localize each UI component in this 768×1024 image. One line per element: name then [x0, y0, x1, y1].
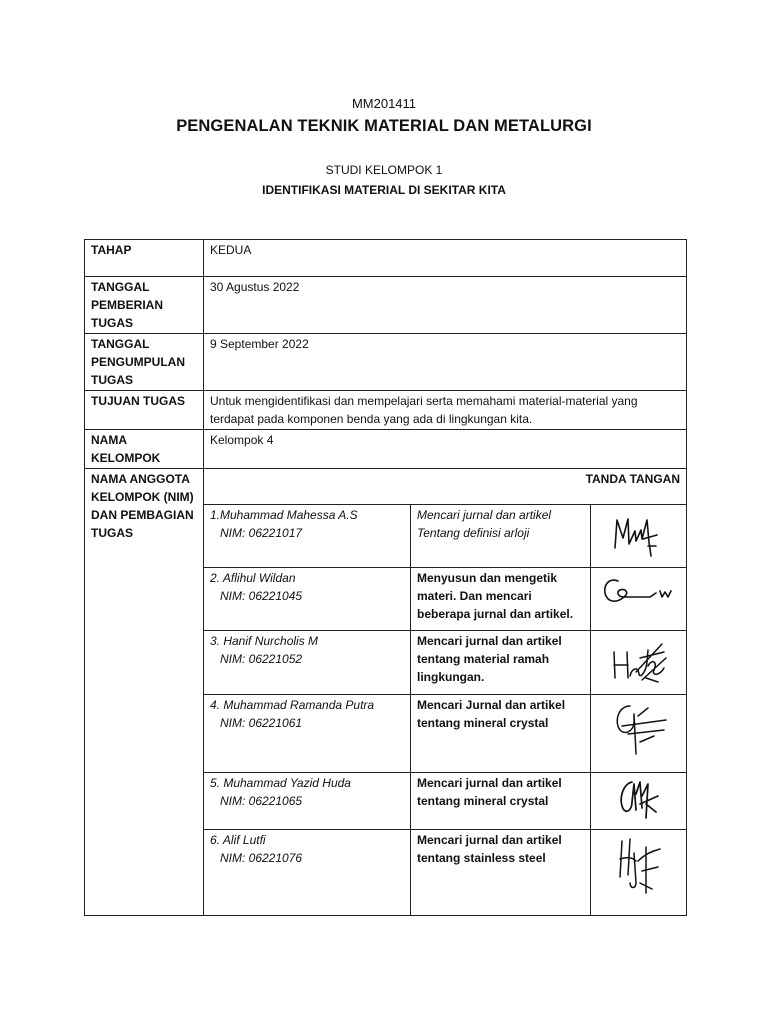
tanggal-pengumpulan-label — [85, 334, 204, 391]
task-line: Mencari jurnal dan artikel — [417, 634, 562, 648]
label-line: NAMA ANGGOTA — [91, 472, 190, 486]
member-nim: NIM: 06221017 — [220, 526, 303, 540]
signature-cell — [591, 505, 687, 568]
page-title: PENGENALAN TEKNIK MATERIAL DAN METALURGI — [176, 117, 592, 135]
task-line: Tentang definisi arloji — [417, 526, 530, 540]
tahap-value: KEDUA — [204, 240, 687, 277]
member-nim: NIM: 06221061 — [220, 716, 303, 730]
subtitle: STUDI KELOMPOK 1 — [325, 163, 443, 177]
row-tahap — [85, 240, 687, 277]
row-tanggal-pengumpulan — [85, 334, 687, 391]
tanggal-pemberian-value: 30 Agustus 2022 — [204, 277, 687, 334]
label-line: PENGUMPULAN — [91, 355, 186, 369]
task-line: tentang stainless steel — [417, 851, 546, 865]
task-line: beberapa jurnal dan artikel. — [417, 607, 574, 621]
member-identity — [204, 568, 411, 631]
member-identity — [204, 505, 411, 568]
member-task — [411, 695, 591, 773]
label-line: NAMA — [91, 433, 127, 447]
signature-cell — [591, 568, 687, 631]
signature-image — [606, 632, 672, 688]
signature-cell — [591, 830, 687, 916]
signature-cell — [591, 773, 687, 830]
signature-image — [610, 774, 668, 824]
member-name: 2. Aflihul Wildan — [210, 571, 296, 585]
task-line: Mencari jurnal dan artikel — [417, 508, 552, 522]
signature-image — [604, 696, 674, 760]
label-line: TANGGAL — [91, 337, 150, 351]
row-tanggal-pemberian — [85, 277, 687, 334]
text-line: terdapat pada komponen benda yang ada di lingkungan kita. — [210, 412, 533, 426]
tanggal-pemberian-label — [85, 277, 204, 334]
course-code: MM201411 — [351, 96, 417, 111]
member-name: 6. Alif Lutfi — [210, 833, 266, 847]
member-identity — [204, 830, 411, 916]
label-line: KELOMPOK — [91, 451, 161, 465]
task-line: Menyusun dan mengetik — [417, 571, 558, 585]
row-tanda-tangan-header — [85, 469, 687, 505]
member-nim: NIM: 06221045 — [220, 589, 303, 603]
tujuan-tugas-label: TUJUAN TUGAS — [85, 391, 204, 430]
member-task — [411, 505, 591, 568]
tanggal-pengumpulan-value: 9 September 2022 — [204, 334, 687, 391]
member-task — [411, 830, 591, 916]
signature-cell — [591, 695, 687, 773]
tanda-tangan-heading: TANDA TANGAN — [204, 469, 687, 505]
member-name: 3. Hanif Nurcholis M — [210, 634, 319, 648]
label-line: TANGGAL — [91, 280, 150, 294]
member-name: 1.Muhammad Mahessa A.S — [210, 508, 358, 522]
assignment-form-table — [84, 239, 687, 916]
task-line: lingkungan. — [417, 670, 485, 684]
member-task — [411, 773, 591, 830]
label-line: TUGAS — [91, 373, 133, 387]
nama-kelompok-value: Kelompok 4 — [204, 430, 687, 469]
nama-kelompok-label — [85, 430, 204, 469]
task-line: tentang mineral crystal — [417, 794, 549, 808]
signature-cell — [591, 631, 687, 695]
topic-heading: IDENTIFIKASI MATERIAL DI SEKITAR KITA — [262, 183, 506, 197]
tujuan-tugas-value — [204, 391, 687, 430]
signature-image — [609, 506, 669, 560]
member-nim: NIM: 06221052 — [220, 652, 303, 666]
member-identity — [204, 773, 411, 830]
signature-image — [598, 569, 680, 609]
label-line: TUGAS — [91, 526, 133, 540]
task-line: Mencari jurnal dan artikel — [417, 776, 562, 790]
tahap-label: TAHAP — [85, 240, 204, 277]
member-name: 5. Muhammad Yazid Huda — [210, 776, 351, 790]
task-line: Mencari jurnal dan artikel — [417, 833, 562, 847]
anggota-label — [85, 469, 204, 916]
member-identity — [204, 695, 411, 773]
row-nama-kelompok — [85, 430, 687, 469]
signature-image — [606, 831, 672, 903]
task-line: tentang mineral crystal — [417, 716, 549, 730]
member-identity — [204, 631, 411, 695]
task-line: tentang material ramah — [417, 652, 550, 666]
member-nim: NIM: 06221076 — [220, 851, 303, 865]
member-task — [411, 631, 591, 695]
label-line: KELOMPOK (NIM) — [91, 490, 194, 504]
row-tujuan-tugas — [85, 391, 687, 430]
label-line: PEMBERIAN — [91, 298, 164, 312]
member-task — [411, 568, 591, 631]
text-line: Untuk mengidentifikasi dan mempelajari serta memahami material-material yang — [210, 394, 638, 408]
task-line: Mencari Jurnal dan artikel — [417, 698, 566, 712]
label-line: TUGAS — [91, 316, 133, 330]
task-line: materi. Dan mencari — [417, 589, 532, 603]
member-nim: NIM: 06221065 — [220, 794, 303, 808]
member-name: 4. Muhammad Ramanda Putra — [210, 698, 375, 712]
label-line: DAN PEMBAGIAN — [91, 508, 194, 522]
